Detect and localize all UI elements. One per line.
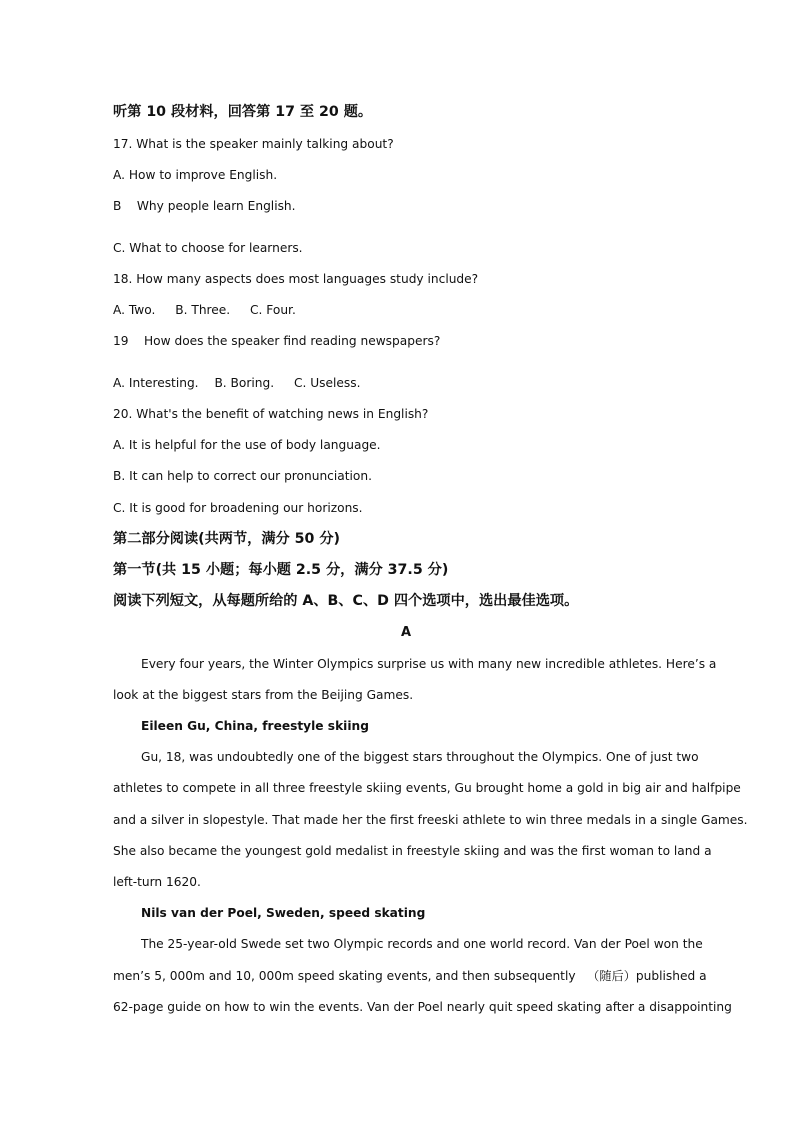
question-19-option-a: A. Interesting. [113,376,199,390]
van-der-poel-paragraph-line: 62-page guide on how to win the events. Van der Poel nearly quit speed skating after a disappointing [113,1000,732,1014]
question-18-option-a: A. Two. [113,303,156,317]
question-20-option-c: C. It is good for broadening our horizons. [113,501,363,515]
question-19-option-c: C. Useless. [293,376,361,390]
gu-paragraph-line: She also became the youngest gold medalist in freestyle skiing and was the first woman to land a [113,844,712,858]
section-heading-listening: 听第 10 段材料，回答第 17 至 20 题。 [113,104,373,120]
question-17-option-c: C. What to choose for learners. [113,241,303,255]
gu-paragraph-line: athletes to compete in all three freestyle skiing events, Gu brought home a gold in big air and halfpipe [113,781,741,795]
section-title-reading: 第一节(共 15 小题；每小题 2.5 分，满分 37.5 分) [113,562,449,578]
question-18-stem: 18. How many aspects does most languages study include? [113,272,479,286]
question-17-option-b: B Why people learn English. [113,199,296,213]
part-title-reading: 第二部分阅读(共两节，满分 50 分) [113,531,341,547]
athlete-heading-van-der-poel: Nils van der Poel, Sweden, speed skating [141,906,426,920]
question-20-option-b: B. It can help to correct our pronunciation. [113,469,372,483]
gu-paragraph-line: left-turn 1620. [113,875,201,889]
question-19-options [113,375,360,391]
question-20-option-a: A. It is helpful for the use of body language. [113,438,381,452]
question-17-option-a: A. How to improve English. [113,168,278,182]
van-der-poel-paragraph-line: men’s 5, 000m and 10, 000m speed skating events, and then subsequently （随后）published a [113,969,707,983]
gu-paragraph-line: and a silver in slopestyle. That made her the first freeski athlete to win three medals in a single Games. [113,813,748,827]
gu-paragraph-line: Gu, 18, was undoubtedly one of the biggest stars throughout the Olympics. One of just two [141,750,699,764]
reading-instruction: 阅读下列短文，从每题所给的 A、B、C、D 四个选项中，选出最佳选项。 [113,593,579,609]
athlete-heading-gu: Eileen Gu, China, freestyle skiing [141,719,369,733]
passage-label: A [400,625,412,640]
question-18-option-c: C. Four. [250,303,296,317]
intro-line-2: look at the biggest stars from the Beijing Games. [113,688,414,702]
van-der-poel-paragraph-line: The 25-year-old Swede set two Olympic records and one world record. Van der Poel won the [141,937,703,951]
intro-line-1: Every four years, the Winter Olympics surprise us with many new incredible athletes. Here’s a [141,657,717,671]
question-18-option-b: B. Three. [175,303,231,317]
question-19-stem: 19 How does the speaker find reading newspapers? [113,334,441,348]
question-18-options [113,302,296,318]
question-20-stem: 20. What's the benefit of watching news in English? [113,407,429,421]
question-17-stem: 17. What is the speaker mainly talking about? [113,137,394,151]
question-19-option-b: B. Boring. [214,376,275,390]
